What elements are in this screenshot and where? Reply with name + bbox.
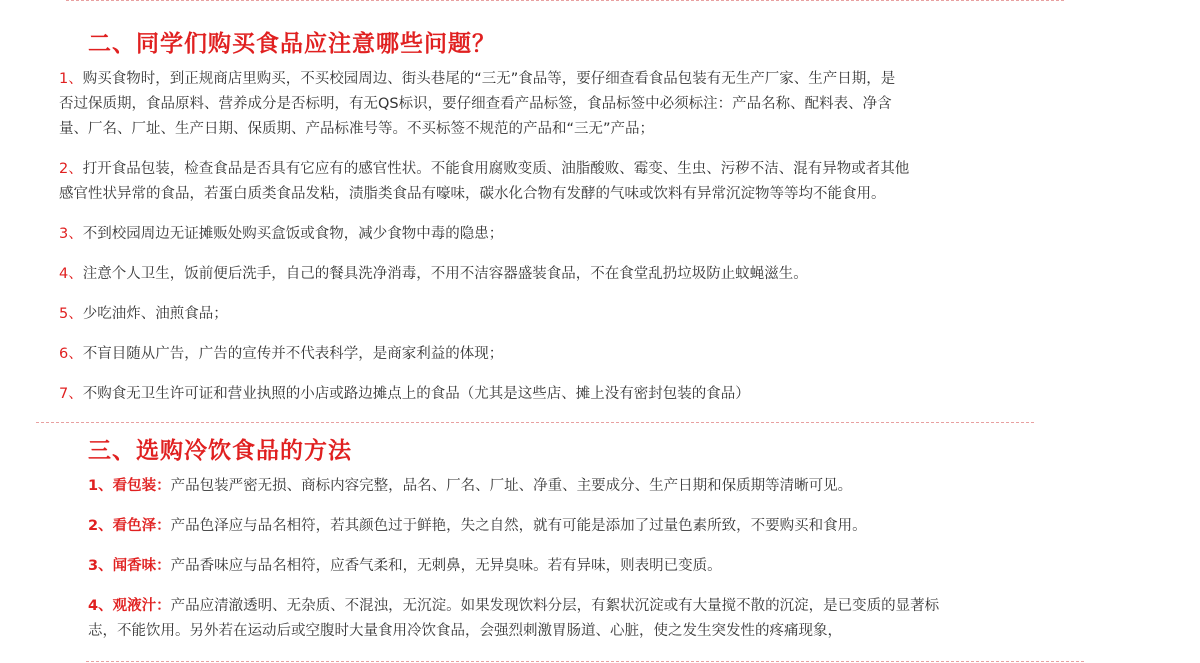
item-text: 产品香味应与品名相符，应香气柔和，无刺鼻，无异臭味。若有异味，则表明已变质。 — [170, 558, 722, 574]
item-text: 注意个人卫生，饭前便后洗手，自己的餐具洗净消毒，不用不洁容器盛装食品，不在食堂乱扔垃圾防止蚊蝇滋生。 — [82, 266, 808, 282]
item-number: 5、 — [59, 306, 83, 322]
list-item-4 — [59, 262, 808, 287]
item-number: 2、 — [59, 161, 83, 177]
list-item-liquid — [88, 594, 939, 644]
item-text: 打开食品包装，检查食品是否具有它应有的感官性状。不能食用腐败变质、油脂酸败、霉变、生虫、污秽不洁、混有异物或者其他 — [82, 161, 910, 177]
item-number: 4、 — [59, 266, 83, 282]
list-item-1 — [59, 67, 895, 142]
item-text: 感官性状异常的食品，若蛋白质类食品发粘，渍脂类食品有嚎味，碳水化合物有发酵的气味或饮料有异常沉淀物等等均不能食用。 — [59, 186, 886, 202]
item-text: 产品包装严密无损、商标内容完整，品名、厂名、厂址、净重、主要成分、生产日期和保质期等清晰可见。 — [170, 478, 853, 494]
item-label: 4、观液汁： — [88, 598, 171, 614]
list-item-3 — [59, 222, 503, 247]
item-text: 购买食物时，到正规商店里购买，不买校园周边、街头巷尾的“三无”食品等，要仔细查看食品包装有无生产厂家、生产日期，是 — [82, 71, 896, 87]
item-label: 1、看包装： — [88, 478, 171, 494]
item-text: 产品应清澈透明、无杂质、不混浊，无沉淀。如果发现饮料分层，有絮状沉淀或有大量搅不散的沉淀，是已变质的显著标 — [170, 598, 940, 614]
list-item-smell — [88, 554, 722, 579]
item-text: 否过保质期，食品原料、营养成分是否标明，有无QS标识，要仔细查看产品标签，食品标签中必须标注：产品名称、配料表、净含 — [59, 96, 892, 112]
list-item-6 — [59, 342, 503, 367]
item-text: 不盲目随从广告，广告的宣传并不代表科学，是商家利益的体现； — [82, 346, 504, 362]
item-text: 少吃油炸、油煎食品； — [82, 306, 228, 322]
list-item-packaging — [88, 474, 852, 499]
list-item-color — [88, 514, 867, 539]
list-item-7 — [59, 382, 750, 407]
bottom-divider — [86, 661, 1084, 662]
top-divider — [66, 0, 1064, 1]
section-2-title: 二、同学们购买食品应注意哪些问题？ — [88, 31, 496, 57]
item-text: 不到校园周边无证摊贩处购买盒饭或食物，减少食物中毒的隐患； — [82, 226, 504, 242]
list-item-5 — [59, 302, 228, 327]
item-text: 量、厂名、厂址、生产日期、保质期、产品标准号等。不买标签不规范的产品和“三无”产品； — [59, 121, 655, 137]
list-item-2 — [59, 157, 909, 207]
item-text: 产品色泽应与品名相符，若其颜色过于鲜艳，失之自然，就有可能是添加了过量色素所致，不要购买和食用。 — [170, 518, 867, 534]
item-text: 不购食无卫生许可证和营业执照的小店或路边摊点上的食品（尤其是这些店、摊上没有密封包装的食品） — [82, 386, 750, 402]
item-number: 7、 — [59, 386, 83, 402]
item-label: 3、闻香味： — [88, 558, 171, 574]
item-number: 6、 — [59, 346, 83, 362]
item-number: 3、 — [59, 226, 83, 242]
item-number: 1、 — [59, 71, 83, 87]
section-3-title: 三、选购冷饮食品的方法 — [88, 438, 352, 464]
item-label: 2、看色泽： — [88, 518, 171, 534]
item-text: 志，不能饮用。另外若在运动后或空腹时大量食用冷饮食品，会强烈刺激胃肠道、心脏，使之发生突发性的疼痛现象， — [88, 623, 842, 639]
section-divider — [36, 422, 1034, 423]
